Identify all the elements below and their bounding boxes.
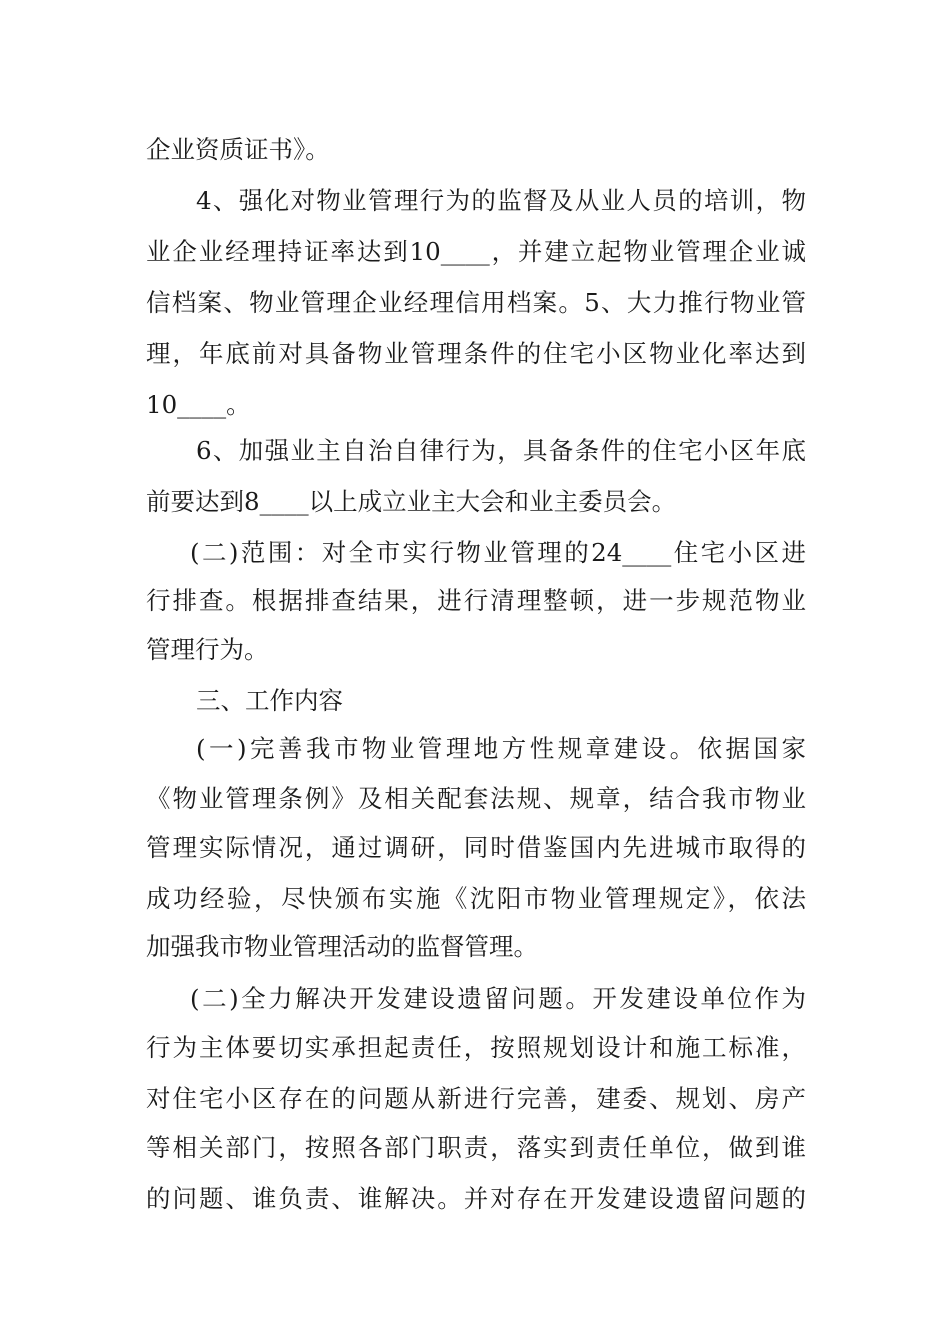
text-line: 业企业经理持证率达到10____，并建立起物业管理企业诚: [146, 237, 806, 266]
text-line: 管理行为。: [146, 635, 269, 664]
text-line: 行为主体要切实承担起责任，按照规划设计和施工标准，: [146, 1033, 806, 1062]
text-line: 信档案、物业管理企业经理信用档案。5、大力推行物业管: [146, 288, 806, 317]
text-line: 10____。: [146, 390, 251, 419]
text-line: 4、强化对物业管理行为的监督及从业人员的培训，物: [196, 186, 806, 215]
text-line: 《物业管理条例》及相关配套法规、规章，结合我市物业: [146, 784, 806, 813]
text-line: 等相关部门，按照各部门职责，落实到责任单位，做到谁: [146, 1133, 806, 1162]
text-line: 6、加强业主自治自律行为，具备条件的住宅小区年底: [196, 436, 806, 465]
text-line: 企业资质证书》。: [146, 135, 330, 164]
text-line: 前要达到8____以上成立业主大会和业主委员会。: [146, 487, 677, 516]
text-line: 的问题、谁负责、谁解决。并对存在开发建设遗留问题的: [146, 1184, 806, 1213]
text-line: 对住宅小区存在的问题从新进行完善，建委、规划、房产: [146, 1084, 806, 1113]
text-line: 理，年底前对具备物业管理条件的住宅小区物业化率达到: [146, 339, 806, 368]
text-line: 成功经验，尽快颁布实施《沈阳市物业管理规定》，依法: [146, 884, 806, 913]
text-line: 管理实际情况，通过调研，同时借鉴国内先进城市取得的: [146, 833, 806, 862]
text-line: (二)范围：对全市实行物业管理的24____住宅小区进: [190, 538, 806, 567]
text-line: 行排查。根据排查结果，进行清理整顿，进一步规范物业: [146, 586, 806, 615]
text-line: (一)完善我市物业管理地方性规章建设。依据国家: [196, 734, 806, 763]
section-heading: 三、工作内容: [196, 686, 343, 715]
text-line: (二)全力解决开发建设遗留问题。开发建设单位作为: [190, 984, 806, 1013]
text-line: 加强我市物业管理活动的监督管理。: [146, 932, 538, 961]
